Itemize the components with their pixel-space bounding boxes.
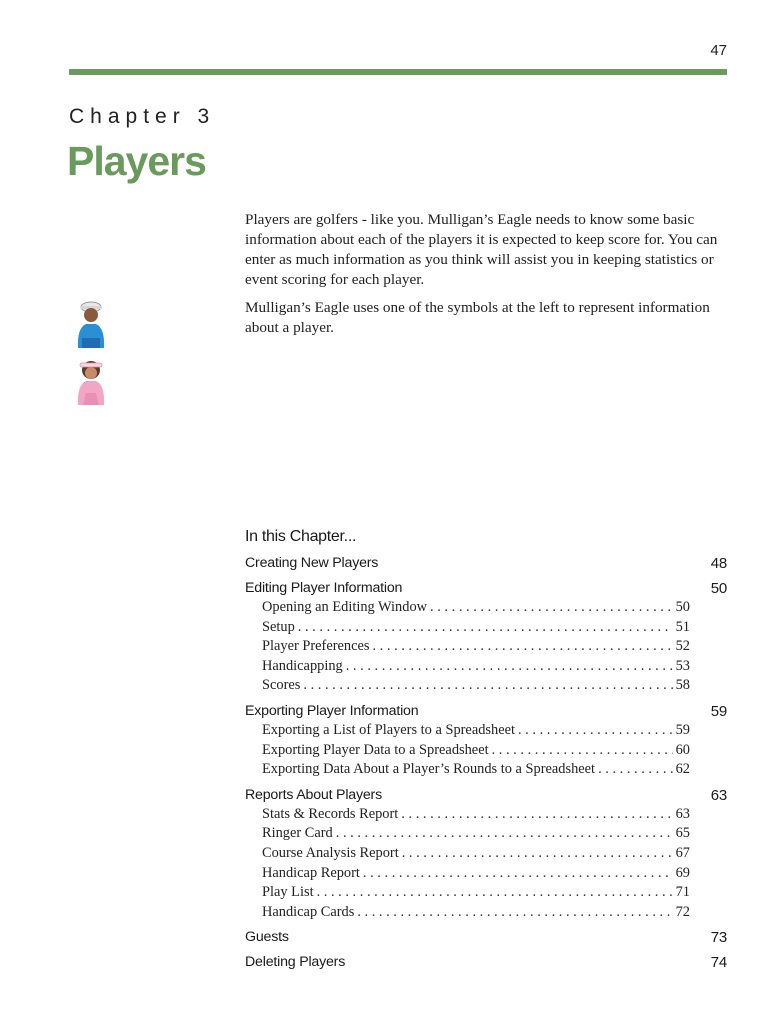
toc-entry-title: Player Preferences xyxy=(262,638,370,655)
toc-entry[interactable] xyxy=(262,676,690,696)
toc-entry-page: 58 xyxy=(675,677,690,694)
toc-entry-page: 51 xyxy=(675,618,690,635)
toc-entry-title: Handicap Cards xyxy=(262,903,355,920)
toc-entry-title: Setup xyxy=(262,618,295,635)
toc-leader-dots xyxy=(298,618,673,638)
toc-section-title: Editing Player Information xyxy=(245,580,403,596)
chapter-toc xyxy=(245,528,727,978)
female-golfer-icon xyxy=(74,355,108,407)
toc-section-page: 59 xyxy=(710,702,727,720)
toc-entry[interactable] xyxy=(262,721,690,741)
toc-section-page: 50 xyxy=(710,580,727,597)
toc-entry-page: 52 xyxy=(675,638,690,655)
toc-entry-page: 50 xyxy=(675,599,690,615)
toc-leader-dots xyxy=(317,883,673,903)
toc-leader-dots xyxy=(336,824,673,844)
toc-leader-dots xyxy=(357,903,672,923)
intro-paragraph: Players are golfers - like you. Mulligan’s Eagle needs to know some basic information about each of the players it is expected to keep score for. You can enter as much information as you think will assist you in keeping statistics or event scoring for each player. xyxy=(245,211,718,288)
toc-section-title: Guests xyxy=(245,929,289,946)
intro-paragraph: Mulligan’s Eagle uses one of the symbols at the left to represent information about a player. xyxy=(245,299,710,336)
page-number: 47 xyxy=(710,42,727,59)
toc-heading: In this Chapter... xyxy=(245,528,357,545)
toc-section-page: 63 xyxy=(710,786,727,804)
toc-entry-title: Scores xyxy=(262,677,301,694)
toc-entry-page: 65 xyxy=(675,825,690,842)
toc-leader-dots xyxy=(492,741,673,761)
toc-entry-page: 62 xyxy=(675,761,690,778)
toc-section xyxy=(245,928,727,947)
toc-leader-dots xyxy=(363,864,673,884)
toc-leader-dots xyxy=(430,598,673,618)
male-golfer-icon xyxy=(74,298,108,350)
intro-text xyxy=(245,210,730,346)
toc-section xyxy=(245,953,727,972)
toc-section-title: Creating New Players xyxy=(245,555,379,571)
toc-entry[interactable] xyxy=(262,824,690,844)
toc-entry-page: 72 xyxy=(675,903,690,920)
toc-entry-title: Opening an Editing Window xyxy=(262,599,428,615)
toc-entry-title: Handicap Report xyxy=(262,864,360,881)
toc-entry[interactable] xyxy=(262,805,690,825)
toc-section-entry[interactable] xyxy=(245,579,727,598)
toc-section xyxy=(245,579,727,696)
toc-section-title: Deleting Players xyxy=(245,954,346,971)
toc-entry-title: Stats & Records Report xyxy=(262,805,399,822)
player-symbols xyxy=(74,298,164,352)
toc-entry-page: 60 xyxy=(675,741,690,758)
toc-section-title: Exporting Player Information xyxy=(245,702,419,719)
toc-entry[interactable] xyxy=(262,598,690,618)
toc-entry-title: Course Analysis Report xyxy=(262,844,399,861)
toc-section-page: 73 xyxy=(710,929,727,947)
toc-entry-title: Exporting a List of Players to a Spreadsheet xyxy=(262,721,515,738)
toc-entry[interactable] xyxy=(262,883,690,903)
toc-leader-dots xyxy=(372,637,672,657)
toc-entry[interactable] xyxy=(262,741,690,761)
toc-entry[interactable] xyxy=(262,760,690,780)
toc-section xyxy=(245,554,727,573)
toc-section-page: 74 xyxy=(710,954,727,972)
toc-leader-dots xyxy=(401,805,672,825)
toc-entry-page: 69 xyxy=(675,864,690,881)
toc-section-entry[interactable] xyxy=(245,702,727,721)
toc-section-page: 48 xyxy=(710,555,727,572)
toc-entry-title: Handicapping xyxy=(262,657,343,674)
toc-leader-dots xyxy=(598,760,673,780)
toc-entry-page: 71 xyxy=(675,884,690,901)
toc-entry[interactable] xyxy=(262,864,690,884)
toc-section-entry[interactable] xyxy=(245,928,727,947)
toc-entry[interactable] xyxy=(262,657,690,677)
toc-entry-title: Exporting Data About a Player’s Rounds to a Spreadsheet xyxy=(262,761,596,778)
toc-entry-page: 53 xyxy=(675,657,690,674)
toc-section-entry[interactable] xyxy=(245,786,727,805)
toc-leader-dots xyxy=(518,721,673,741)
toc-leader-dots xyxy=(402,844,673,864)
toc-section-entry[interactable] xyxy=(245,554,727,573)
chapter-label: Chapter 3 xyxy=(69,105,216,128)
toc-entry[interactable] xyxy=(262,844,690,864)
toc-entry[interactable] xyxy=(262,618,690,638)
toc-entry[interactable] xyxy=(262,903,690,923)
toc-entry-page: 63 xyxy=(675,805,690,822)
chapter-title: Players xyxy=(67,138,206,184)
toc-entry[interactable] xyxy=(262,637,690,657)
toc-entry-title: Exporting Player Data to a Spreadsheet xyxy=(262,741,489,758)
toc-section xyxy=(245,786,727,923)
toc-entry-title: Play List xyxy=(262,884,314,901)
toc-entry-title: Ringer Card xyxy=(262,825,333,842)
toc-entry-page: 59 xyxy=(675,721,690,738)
toc-leader-dots xyxy=(346,657,673,677)
toc-sections xyxy=(245,554,727,972)
toc-section-entry[interactable] xyxy=(245,953,727,972)
header-rule xyxy=(69,69,727,75)
toc-leader-dots xyxy=(303,676,672,696)
toc-entry-page: 67 xyxy=(675,844,690,861)
toc-section xyxy=(245,702,727,780)
toc-section-title: Reports About Players xyxy=(245,786,382,803)
